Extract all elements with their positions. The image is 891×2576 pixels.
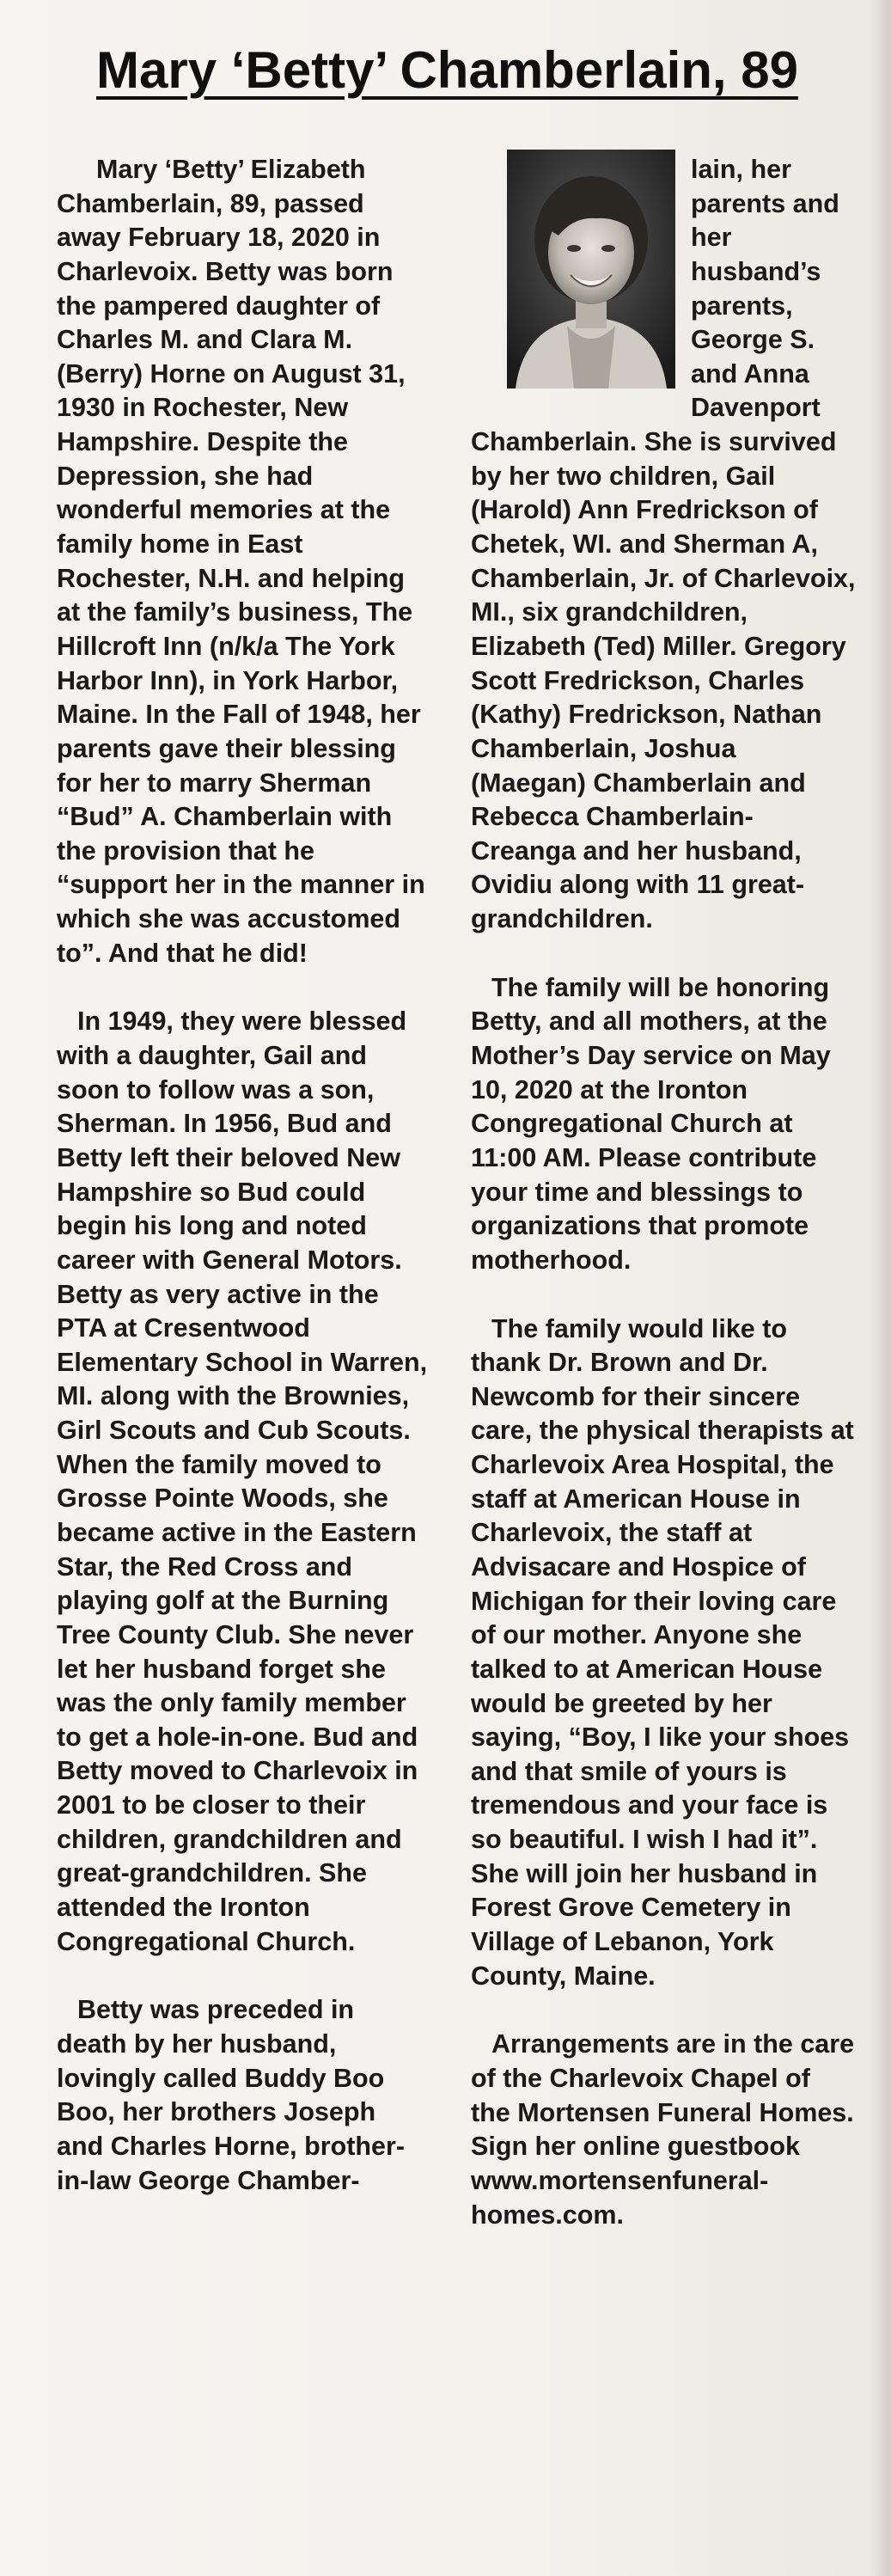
obituary-paragraph-preceded: Betty was preceded in death by her husband, lovingly called Buddy Boo Boo, her brothers Joseph and Charles Horne, brother-in-law George Chamber- xyxy=(57,1995,406,2195)
obituary-title: Mary ‘Betty’ Chamberlain, 89 xyxy=(96,41,798,99)
portrait-photo-icon xyxy=(507,150,675,389)
obituary-paragraph-intro: Mary ‘Betty’ Elizabeth Chamberlain, 89, passed away February 18, 2020 in Charlevoix. Betty was born the pampered daughter of Charles M. and Clara M. (Berry) Horne on August 31, 1930 in Rochester, New Hampshire. Despite the Depression, she had wonderful memories at the family home in East Rochester, N.H. and helping at the family’s business, The Hillcroft Inn (n/k/a The York Harbor Inn), in York Harbor, Maine. In the Fall of 1948, her parents gave their blessing for her to marry Sherman “Bud” A. Chamberlain with the provision that he “support her in the manner in which she was accustomed to”. And that he did! xyxy=(57,155,425,968)
portrait-photo xyxy=(507,150,675,389)
obituary-paragraph-service: The family will be honoring Betty, and all mothers, at the Mother’s Day service on May 10, 2020 at the Ironton Congregational Church at 11:00 AM. Please contribute your time and blessings to organizations that promote motherhood. xyxy=(471,972,831,1275)
left-column xyxy=(57,153,428,2232)
right-column xyxy=(471,153,856,2267)
page-edge-shadow xyxy=(870,0,891,2576)
obituary-paragraph-arrangements: Arrangements are in the care of the Charlevoix Chapel of the Mortensen Funeral Homes. Sign her online guestbook www.mortensenfuneral-homes.com. xyxy=(471,2029,855,2230)
obituary-paragraph-survivors: lain, her parents and her husband’s parents, George S. and Anna Davenport Chamberlain. She is survived by her two children, Gail (Harold) Ann Fredrickson of Chetek, WI. and Sherman A, Chamberlain, Jr. of Charlevoix, MI., six grandchildren, Elizabeth (Ted) Miller. Gregory Scott Fredrickson, Charles (Kathy) Fredrickson, Nathan Chamberlain, Joshua (Maegan) Chamberlain and Rebecca Chamberlain-Creanga and her husband, Ovidiu along with 11 great-grandchildren. xyxy=(471,155,856,934)
obituary-paragraph-thanks: The family would like to thank Dr. Brown and Dr. Newcomb for their sincere care, the physical therapists at Charlevoix Area Hospital, the staff at American House in Charlevoix, the staff at Advisacare and Hospice of Michigan for their loving care of our mother. Anyone she talked to at American House would be greeted by her saying, “Boy, I like your shoes and that smile of yours is tremendous and your face is so beautiful. I wish I had it”. She will join her husband in Forest Grove Cemetery in Village of Lebanon, York County, Maine. xyxy=(471,1313,854,1991)
obituary-paragraph-family-life: In 1949, they were blessed with a daughter, Gail and soon to follow was a son, Sherman. In 1956, Bud and Betty left their beloved New Hampshire so Bud could begin his long and noted career with General Motors. Betty as very active in the PTA at Cresentwood Elementary School in Warren, MI. along with the Brownies, Girl Scouts and Cub Scouts. When the family moved to Grosse Pointe Woods, she became active in the Eastern Star, the Red Cross and playing golf at the Burning Tree County Club. She never let her husband forget she was the only family member to get a hole-in-one. Bud and Betty moved to Charlevoix in 2001 to be closer to their children, grandchildren and great-grandchildren. She attended the Ironton Congregational Church. xyxy=(57,1007,428,1956)
